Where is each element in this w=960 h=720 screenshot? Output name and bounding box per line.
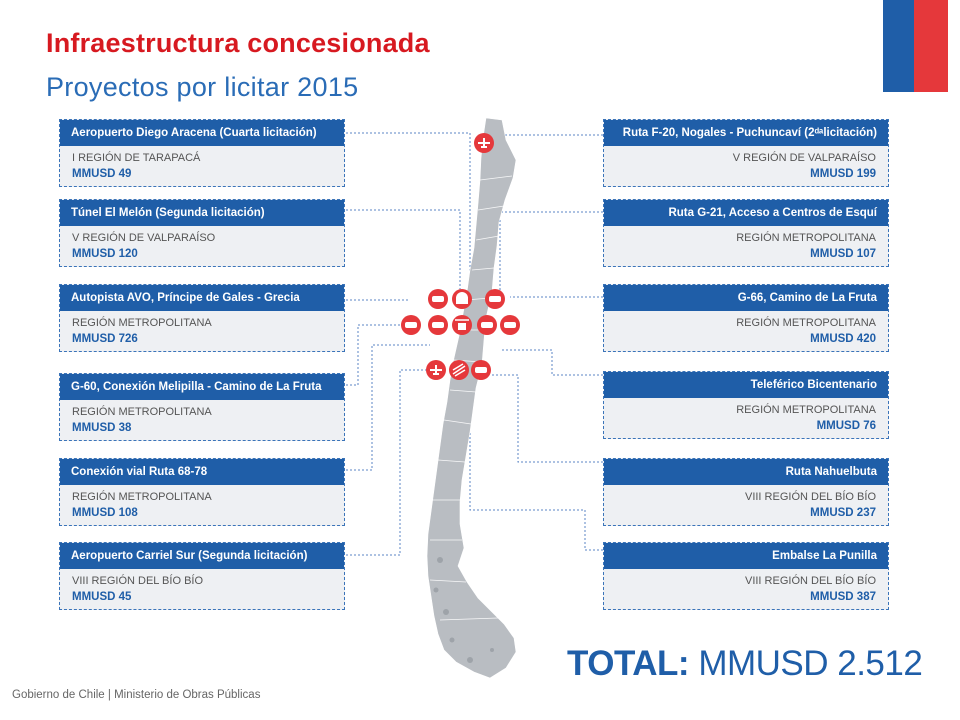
project-name: Embalse La Punilla bbox=[604, 543, 888, 569]
project-amount: MMUSD 107 bbox=[810, 248, 876, 260]
project-region: REGIÓN METROPOLITANA bbox=[736, 232, 876, 244]
project-region: V REGIÓN DE VALPARAÍSO bbox=[72, 232, 216, 244]
car-icon bbox=[477, 315, 497, 335]
car-icon bbox=[428, 315, 448, 335]
project-region: I REGIÓN DE TARAPACÁ bbox=[72, 152, 201, 164]
project-amount: MMUSD 120 bbox=[72, 248, 138, 260]
car-icon bbox=[485, 289, 505, 309]
car-icon bbox=[401, 315, 421, 335]
gondola-icon bbox=[452, 315, 472, 335]
chile-silhouette bbox=[427, 118, 516, 678]
total-label: TOTAL: bbox=[567, 644, 690, 683]
total-value: MMUSD 2.512 bbox=[698, 644, 923, 683]
project-name: Autopista AVO, Príncipe de Gales - Grecia bbox=[60, 285, 344, 311]
project-name: Ruta F-20, Nogales - Puchuncaví (2ᵈᵃlicitación) bbox=[604, 120, 888, 146]
project-amount: MMUSD 76 bbox=[816, 420, 876, 432]
project-card bbox=[603, 542, 889, 610]
tunnel-icon bbox=[452, 289, 472, 309]
project-card bbox=[59, 373, 345, 441]
project-name: Aeropuerto Carriel Sur (Segunda licitación) bbox=[60, 543, 344, 569]
project-amount: MMUSD 38 bbox=[72, 422, 132, 434]
project-amount: MMUSD 387 bbox=[810, 591, 876, 603]
page-title: Infraestructura concesionada bbox=[46, 28, 430, 58]
project-amount: MMUSD 420 bbox=[810, 333, 876, 345]
project-region: V REGIÓN DE VALPARAÍSO bbox=[732, 152, 876, 164]
project-region: REGIÓN METROPOLITANA bbox=[736, 404, 876, 416]
total-amount bbox=[567, 644, 922, 684]
project-region: REGIÓN METROPOLITANA bbox=[72, 317, 212, 329]
project-card bbox=[603, 119, 889, 187]
project-name: G-66, Camino de La Fruta bbox=[604, 285, 888, 311]
project-name: G-60, Conexión Melipilla - Camino de La Fruta bbox=[60, 374, 344, 400]
project-card bbox=[59, 542, 345, 610]
project-amount: MMUSD 726 bbox=[72, 333, 138, 345]
project-name: Conexión vial Ruta 68-78 bbox=[60, 459, 344, 485]
car-icon bbox=[471, 360, 491, 380]
project-region: REGIÓN METROPOLITANA bbox=[736, 317, 876, 329]
project-region: VIII REGIÓN DEL BÍO BÍO bbox=[744, 575, 876, 587]
car-icon bbox=[428, 289, 448, 309]
project-card bbox=[59, 458, 345, 526]
project-name: Ruta Nahuelbuta bbox=[604, 459, 888, 485]
project-region: VIII REGIÓN DEL BÍO BÍO bbox=[72, 575, 204, 587]
car-icon bbox=[500, 315, 520, 335]
dam-icon bbox=[449, 360, 469, 380]
project-name: Teleférico Bicentenario bbox=[604, 372, 888, 398]
project-card bbox=[59, 119, 345, 187]
project-card bbox=[59, 199, 345, 267]
footer-text: Gobierno de Chile | Ministerio de Obras Públicas bbox=[12, 689, 261, 701]
project-amount: MMUSD 108 bbox=[72, 507, 138, 519]
project-name: Túnel El Melón (Segunda licitación) bbox=[60, 200, 344, 226]
project-card bbox=[603, 458, 889, 526]
airplane-icon bbox=[474, 133, 494, 153]
project-card bbox=[603, 284, 889, 352]
project-amount: MMUSD 45 bbox=[72, 591, 132, 603]
project-region: REGIÓN METROPOLITANA bbox=[72, 491, 212, 503]
project-amount: MMUSD 49 bbox=[72, 168, 132, 180]
project-name: Ruta G-21, Acceso a Centros de Esquí bbox=[604, 200, 888, 226]
project-card bbox=[603, 199, 889, 267]
project-amount: MMUSD 199 bbox=[810, 168, 876, 180]
page-subtitle: Proyectos por licitar 2015 bbox=[46, 72, 359, 102]
project-name: Aeropuerto Diego Aracena (Cuarta licitación) bbox=[60, 120, 344, 146]
airplane-icon bbox=[426, 360, 446, 380]
project-region: REGIÓN METROPOLITANA bbox=[72, 406, 212, 418]
project-amount: MMUSD 237 bbox=[810, 507, 876, 519]
project-region: VIII REGIÓN DEL BÍO BÍO bbox=[744, 491, 876, 503]
project-card bbox=[59, 284, 345, 352]
project-card bbox=[603, 371, 889, 439]
